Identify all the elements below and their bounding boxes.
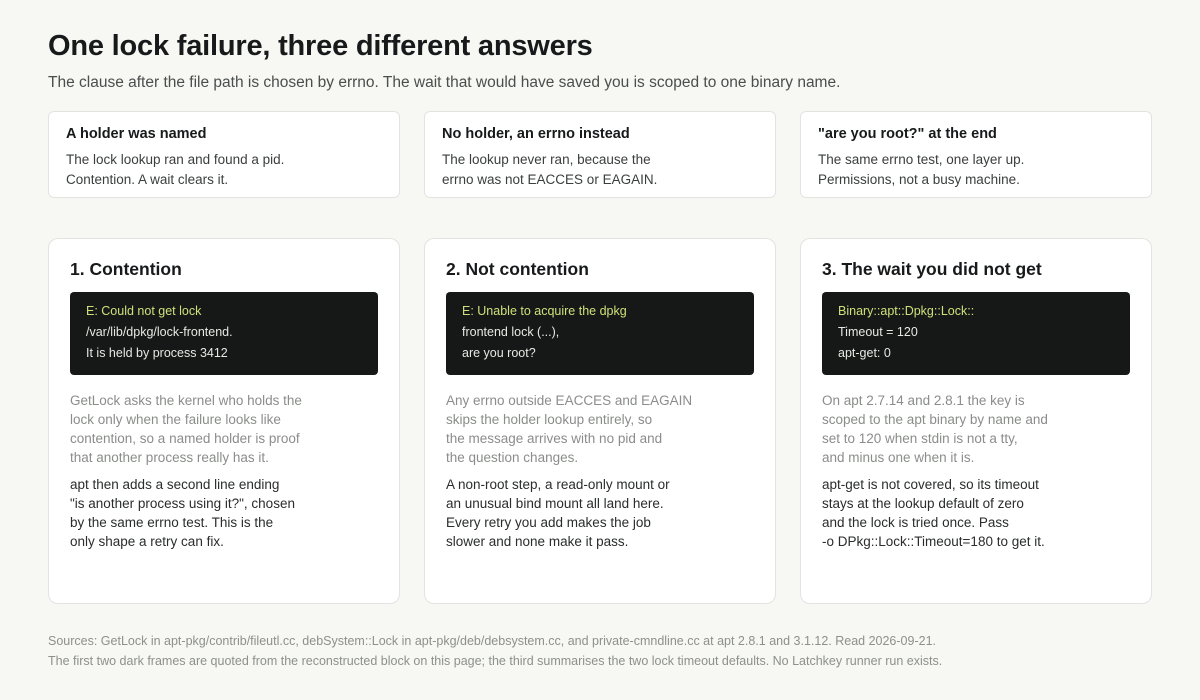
- card-body: apt-get is not covered, so its timeout stays at the lookup default of zero and the lock is tried once. Pass -o DPkg::Lock::Timeout=180 to get it.: [822, 477, 1045, 549]
- card-title: 1. Contention: [70, 259, 182, 279]
- card-wait-not-got: [800, 238, 1152, 604]
- sources-footer: [48, 631, 942, 671]
- card-explanation: On apt 2.7.14 and 2.8.1 the key is scoped to the apt binary by name and set to 120 when stdin is not a tty, and minus one when it is.: [822, 393, 1048, 465]
- terminal-line: Timeout = 120: [838, 325, 918, 339]
- terminal-line: apt-get: 0: [838, 346, 891, 360]
- summary-row: [48, 111, 1152, 198]
- summary-heading: No holder, an errno instead: [442, 126, 630, 142]
- page-title: One lock failure, three different answers: [48, 30, 593, 62]
- summary-card-no-holder: [424, 111, 776, 198]
- card-explanation: Any errno outside EACCES and EAGAIN skips the holder lookup entirely, so the message arrives with no pid and the question changes.: [446, 393, 693, 465]
- sources-line: Sources: GetLock in apt-pkg/contrib/fileutl.cc, debSystem::Lock in apt-pkg/deb/debsystem.cc, and private-cmndline.cc at apt 2.8.1 and 3.1.12. Read 2026-09-21.: [48, 634, 936, 648]
- page-subtitle: The clause after the file path is chosen by errno. The wait that would have saved you is scoped to one binary name.: [48, 74, 841, 91]
- summary-card-are-you-root: [800, 111, 1152, 198]
- terminal-frame: [446, 292, 754, 375]
- terminal-line: frontend lock (...),: [462, 325, 560, 339]
- summary-text: The lock lookup ran and found a pid. Contention. A wait clears it.: [66, 152, 285, 187]
- summary-heading: A holder was named: [66, 126, 207, 142]
- terminal-line: E: Unable to acquire the dpkg: [462, 304, 627, 318]
- terminal-line: are you root?: [462, 346, 536, 360]
- card-body: apt then adds a second line ending "is another process using it?", chosen by the same errno test. This is the only shape a retry can fix.: [70, 477, 295, 549]
- terminal-line: /var/lib/dpkg/lock-frontend.: [86, 325, 233, 339]
- terminal-line: E: Could not get lock: [86, 304, 202, 318]
- terminal-frame: [70, 292, 378, 375]
- card-not-contention: [424, 238, 776, 604]
- cards-row: [48, 238, 1152, 604]
- summary-heading: "are you root?" at the end: [818, 126, 997, 142]
- card-title: 2. Not contention: [446, 259, 589, 279]
- card-contention: [48, 238, 400, 604]
- card-explanation: GetLock asks the kernel who holds the lock only when the failure looks like contention, so a named holder is proof that another process really has it.: [70, 393, 302, 465]
- sources-note: The first two dark frames are quoted from the reconstructed block on this page; the third summarises the two lock timeout defaults. No Latchkey runner run exists.: [48, 654, 943, 668]
- terminal-line: It is held by process 3412: [86, 346, 228, 360]
- terminal-frame: [822, 292, 1130, 375]
- terminal-line: Binary::apt::Dpkg::Lock::: [838, 304, 975, 318]
- card-title: 3. The wait you did not get: [822, 259, 1042, 279]
- summary-card-holder-named: [48, 111, 400, 198]
- summary-text: The lookup never ran, because the errno was not EACCES or EAGAIN.: [442, 152, 658, 187]
- summary-text: The same errno test, one layer up. Permissions, not a busy machine.: [818, 152, 1025, 187]
- card-body: A non-root step, a read-only mount or an unusual bind mount all land here. Every retry you add makes the job slower and none make it pass.: [446, 477, 670, 549]
